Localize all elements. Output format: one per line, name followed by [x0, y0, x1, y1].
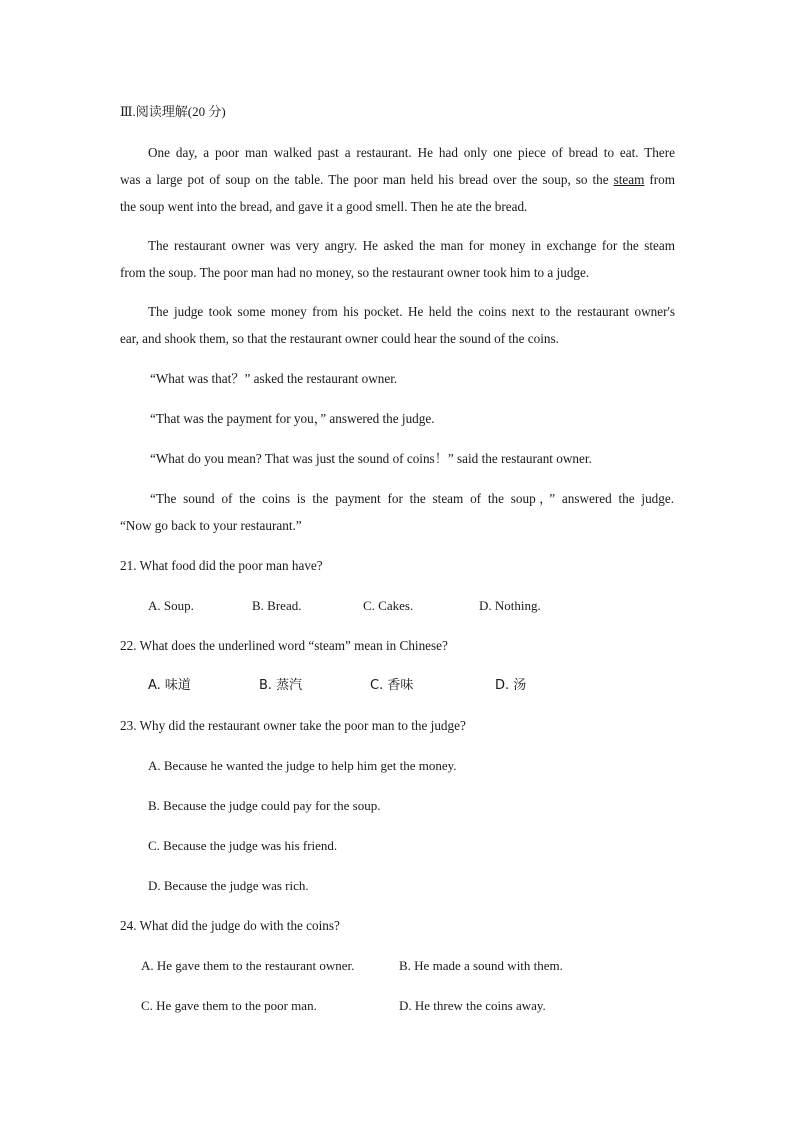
passage-line: the soup went into the bread, and gave it a good smell. Then he ate the bread. [120, 199, 528, 214]
option-21-d: D. Nothing. [479, 598, 541, 613]
option-22-b: B. 蒸汽 [259, 678, 303, 693]
option-24-a: A. He gave them to the restaurant owner. [141, 958, 355, 973]
passage-line: The restaurant owner was very angry. He asked the man for money in exchange for the steam [148, 238, 675, 253]
passage-line: from the soup. The poor man had no money, so the restaurant owner took him to a judge. [120, 265, 590, 280]
option-21-a: A. Soup. [148, 598, 194, 613]
option-23-d: D. Because the judge was rich. [148, 878, 309, 893]
option-21-c: C. Cakes. [363, 598, 414, 613]
passage-text: was a large pot of soup on the table. The poor man held his bread over the soup, so the [120, 172, 614, 187]
question-21: 21. What food did the poor man have? [120, 558, 323, 573]
question-23: 23. Why did the restaurant owner take the poor man to the judge? [120, 718, 466, 733]
option-21-b: B. Bread. [252, 598, 302, 613]
option-24-b: B. He made a sound with them. [399, 958, 563, 973]
dialogue-line: “What was that？” asked the restaurant owner. [150, 371, 398, 386]
dialogue-line: “What do you mean? That was just the sound of coins！” said the restaurant owner. [150, 451, 592, 466]
passage-line: One day, a poor man walked past a restaurant. He had only one piece of bread to eat. There [148, 145, 675, 160]
option-23-a: A. Because he wanted the judge to help him get the money. [148, 758, 457, 773]
option-22-d: D. 汤 [495, 678, 527, 693]
underlined-word-steam: steam [613, 172, 645, 187]
option-24-d: D. He threw the coins away. [399, 998, 546, 1013]
section-title: Ⅲ.阅读理解(20 分) [120, 104, 226, 119]
passage-line: The judge took some money from his pocket. He held the coins next to the restaurant owner's [148, 304, 675, 319]
dialogue-line: “Now go back to your restaurant.” [120, 518, 302, 533]
passage-text: from [644, 172, 675, 187]
dialogue-line: “That was the payment for you，” answered the judge. [150, 411, 435, 426]
passage-line [120, 171, 675, 189]
option-23-c: C. Because the judge was his friend. [148, 838, 338, 853]
question-22: 22. What does the underlined word “steam” mean in Chinese? [120, 638, 448, 653]
option-24-c: C. He gave them to the poor man. [141, 998, 317, 1013]
option-22-c: C. 香味 [370, 678, 414, 693]
passage-line: ear, and shook them, so that the restaurant owner could hear the sound of the coins. [120, 331, 559, 346]
option-23-b: B. Because the judge could pay for the soup. [148, 798, 381, 813]
question-24: 24. What did the judge do with the coins? [120, 918, 340, 933]
dialogue-line: “The sound of the coins is the payment for the steam of the soup，” answered the judge. [150, 491, 674, 506]
option-22-a: A. 味道 [148, 678, 191, 693]
